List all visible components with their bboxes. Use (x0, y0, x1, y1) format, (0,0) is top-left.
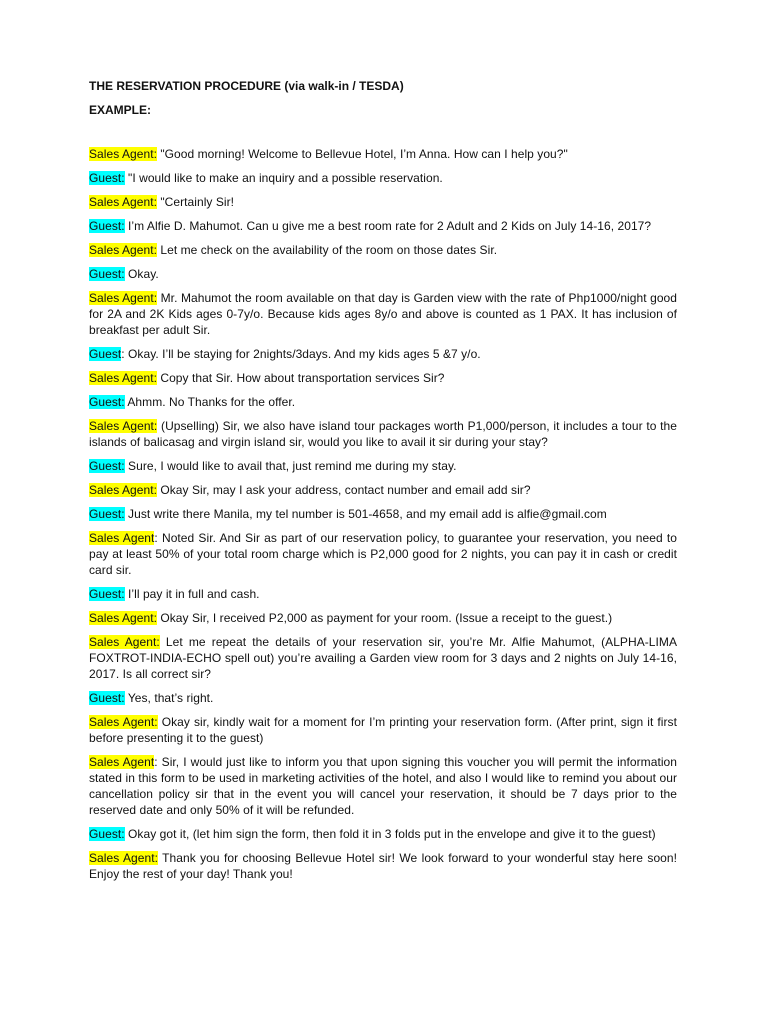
example-label: EXAMPLE: (89, 103, 152, 117)
speaker-sales-agent: Sales Agent: (89, 291, 158, 305)
speaker-sales-agent: Sales Agent: (89, 147, 157, 161)
dialogue-line (89, 826, 677, 842)
dialogue-line (89, 394, 677, 410)
dialogue-line (89, 586, 677, 602)
speaker-sales-agent: Sales Agent: (89, 851, 158, 865)
dialogue-text: Ahmm. No Thanks for the offer. (124, 395, 296, 409)
speaker-sales-agent: Sales Agent: (89, 635, 160, 649)
dialogue (89, 146, 677, 882)
dialogue-text: Sure, I would like to avail that, just remind me during my stay. (124, 459, 457, 473)
dialogue-text: Yes, that’s right. (124, 691, 214, 705)
dialogue-text: "Certainly Sir! (156, 195, 235, 209)
speaker-guest: Guest: (89, 507, 125, 521)
speaker-guest: Guest: (89, 267, 125, 281)
dialogue-line (89, 754, 677, 818)
dialogue-line (89, 482, 677, 498)
speaker-guest: Guest: (89, 691, 125, 705)
speaker-sales-agent: Sales Agent: (89, 195, 157, 209)
speaker-sales-agent: Sales Agent: (89, 611, 157, 625)
document-title: THE RESERVATION PROCEDURE (via walk-in / TESDA) (89, 79, 404, 93)
dialogue-line (89, 530, 677, 578)
dialogue-text: Let me repeat the details of your reservation sir, you’re Mr. Alfie Mahumot, (ALPHA-LIMA FOXTROT-INDIA-ECHO spell out) you’re availing a Garden view room for 3 days and 2 nights on July 14-16, 2017. Is all correct sir? (89, 635, 678, 681)
dialogue-text: : Noted Sir. And Sir as part of our reservation policy, to guarantee your reservation, you need to pay at least 50% of your total room charge which is P2,000 good for 2 nights, you can pay it in cash or credit card sir. (89, 531, 677, 577)
dialogue-line (89, 418, 677, 450)
document-content (89, 78, 677, 890)
dialogue-text: Okay. (124, 267, 159, 281)
dialogue-text: Mr. Mahumot the room available on that day is Garden view with the rate of Php1000/night good for 2A and 2K Kids ages 0-7y/o. Because kids ages 8y/o and above is counted as 1 PAX. It has inclusion of breakfast per adult Sir. (89, 291, 678, 337)
dialogue-line (89, 458, 677, 474)
dialogue-text: "Good morning! Welcome to Bellevue Hotel, I’m Anna. How can I help you?" (156, 147, 568, 161)
speaker-sales-agent: Sales Agent (89, 755, 155, 769)
dialogue-text: I’m Alfie D. Mahumot. Can u give me a best room rate for 2 Adult and 2 Kids on July 14-16, 2017? (124, 219, 652, 233)
speaker-guest: Guest: (89, 219, 125, 233)
dialogue-text: I’ll pay it in full and cash. (124, 587, 260, 601)
speaker-guest: Guest: (89, 171, 125, 185)
dialogue-line (89, 346, 677, 362)
dialogue-text: Let me check on the availability of the room on those dates Sir. (156, 243, 498, 257)
speaker-sales-agent: Sales Agent: (89, 419, 158, 433)
dialogue-line (89, 242, 677, 258)
dialogue-line (89, 370, 677, 386)
dialogue-line (89, 690, 677, 706)
dialogue-line (89, 714, 677, 746)
dialogue-text: Okay sir, kindly wait for a moment for I’m printing your reservation form. (After print, sign it first before presenting it to the guest) (89, 715, 677, 745)
speaker-sales-agent: Sales Agent: (89, 483, 157, 497)
dialogue-line (89, 634, 677, 682)
dialogue-line (89, 170, 677, 186)
dialogue-line (89, 146, 677, 162)
dialogue-line (89, 194, 677, 210)
dialogue-line (89, 610, 677, 626)
speaker-sales-agent: Sales Agent: (89, 243, 157, 257)
dialogue-text: Copy that Sir. How about transportation services Sir? (156, 371, 445, 385)
dialogue-text: Just write there Manila, my tel number is 501-4658, and my email add is alfie@gmail.com (124, 507, 607, 521)
speaker-guest: Guest: (89, 459, 125, 473)
speaker-guest: Guest: (89, 827, 125, 841)
dialogue-text: "I would like to make an inquiry and a possible reservation. (124, 171, 443, 185)
speaker-guest: Guest (89, 347, 122, 361)
speaker-guest: Guest: (89, 395, 125, 409)
dialogue-line (89, 218, 677, 234)
dialogue-text: Thank you for choosing Bellevue Hotel sir! We look forward to your wonderful stay here soon! Enjoy the rest of your day! Thank you! (89, 851, 677, 881)
dialogue-line (89, 266, 677, 282)
dialogue-text: : Okay. I’ll be staying for 2nights/3days. And my kids ages 5 &7 y/o. (121, 347, 481, 361)
dialogue-text: (Upselling) Sir, we also have island tour packages worth P1,000/person, it includes a tour to the islands of balicasag and virgin island sir, would you like to avail it sir during your stay? (89, 419, 678, 449)
dialogue-text: : Sir, I would just like to inform you that upon signing this voucher you will permit the information stated in this form to be used in marketing activities of the hotel, and also I would like to remind you about our cancellation policy sir that in the event you will cancel your reservation, it should be 7 days prior to the reserved date and only 50% of it will be refunded. (89, 755, 678, 817)
dialogue-text: Okay Sir, may I ask your address, contact number and email add sir? (156, 483, 531, 497)
speaker-guest: Guest: (89, 587, 125, 601)
speaker-sales-agent: Sales Agent: (89, 715, 158, 729)
dialogue-text: Okay Sir, I received P2,000 as payment for your room. (Issue a receipt to the guest.) (156, 611, 613, 625)
dialogue-line (89, 290, 677, 338)
speaker-sales-agent: Sales Agent (89, 531, 155, 545)
dialogue-line (89, 850, 677, 882)
dialogue-text: Okay got it, (let him sign the form, then fold it in 3 folds put in the envelope and give it to the guest) (124, 827, 656, 841)
dialogue-line (89, 506, 677, 522)
speaker-sales-agent: Sales Agent: (89, 371, 157, 385)
